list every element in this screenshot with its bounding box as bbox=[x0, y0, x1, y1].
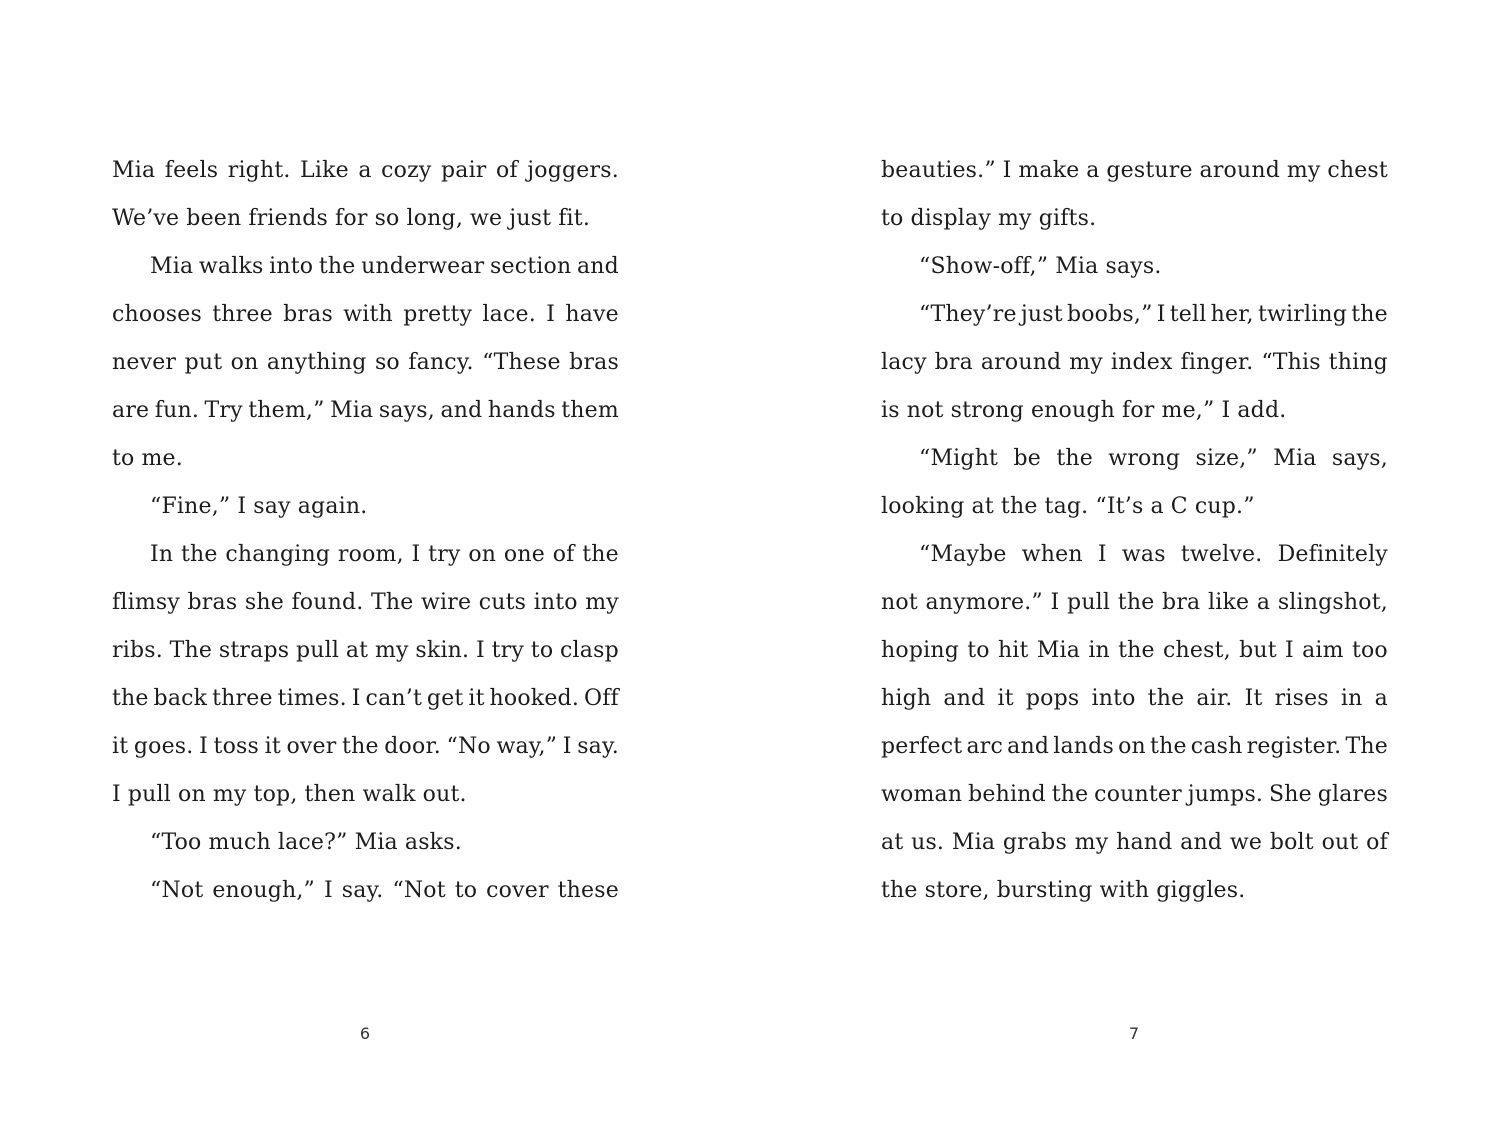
page-number-left: 6 bbox=[359, 1024, 371, 1043]
text-line: ribs. The straps pull at my skin. I try to clasp bbox=[112, 638, 619, 663]
text-line: perfect arc and lands on the cash register. The bbox=[881, 734, 1388, 759]
text-line: the back three times. I can’t get it hooked. Off bbox=[112, 686, 619, 711]
text-line: “Show-off,” Mia says. bbox=[919, 254, 1162, 279]
text-line: are fun. Try them,” Mia says, and hands them bbox=[112, 398, 619, 423]
text-line: “Not enough,” I say. “Not to cover these bbox=[150, 878, 619, 903]
text-line: “They’re just boobs,” I tell her, twirling the bbox=[919, 302, 1388, 327]
text-line: beauties.” I make a gesture around my chest bbox=[881, 158, 1388, 183]
text-line: woman behind the counter jumps. She glares bbox=[881, 782, 1388, 807]
text-line: “Might be the wrong size,” Mia says, bbox=[919, 446, 1388, 471]
text-line: Mia walks into the underwear section and bbox=[150, 254, 619, 279]
text-line: In the changing room, I try on one of the bbox=[150, 542, 619, 567]
text-line: not anymore.” I pull the bra like a slingshot, bbox=[881, 590, 1388, 615]
text-line: to me. bbox=[112, 446, 183, 471]
text-line: is not strong enough for me,” I add. bbox=[881, 398, 1287, 423]
text-line: never put on anything so fancy. “These bras bbox=[112, 350, 619, 375]
text-line: flimsy bras she found. The wire cuts into my bbox=[112, 590, 619, 615]
right-page bbox=[750, 0, 1500, 1125]
text-line: high and it pops into the air. It rises in a bbox=[881, 686, 1388, 711]
text-line: I pull on my top, then walk out. bbox=[112, 782, 467, 807]
text-line: “Maybe when I was twelve. Definitely bbox=[919, 542, 1388, 567]
text-line: looking at the tag. “It’s a C cup.” bbox=[881, 494, 1255, 519]
page-number-right: 7 bbox=[1128, 1024, 1140, 1043]
text-line: at us. Mia grabs my hand and we bolt out of bbox=[881, 830, 1388, 855]
text-line: chooses three bras with pretty lace. I have bbox=[112, 302, 619, 327]
text-line: the store, bursting with giggles. bbox=[881, 878, 1246, 903]
text-line: “Too much lace?” Mia asks. bbox=[150, 830, 462, 855]
text-line: Mia feels right. Like a cozy pair of joggers. bbox=[112, 158, 619, 183]
text-line: it goes. I toss it over the door. “No way,” I say. bbox=[112, 734, 619, 759]
text-line: lacy bra around my index finger. “This thing bbox=[881, 350, 1388, 375]
text-line: We’ve been friends for so long, we just fit. bbox=[112, 206, 591, 231]
text-line: to display my gifts. bbox=[881, 206, 1097, 231]
text-line: “Fine,” I say again. bbox=[150, 494, 368, 519]
text-line: hoping to hit Mia in the chest, but I aim too bbox=[881, 638, 1388, 663]
